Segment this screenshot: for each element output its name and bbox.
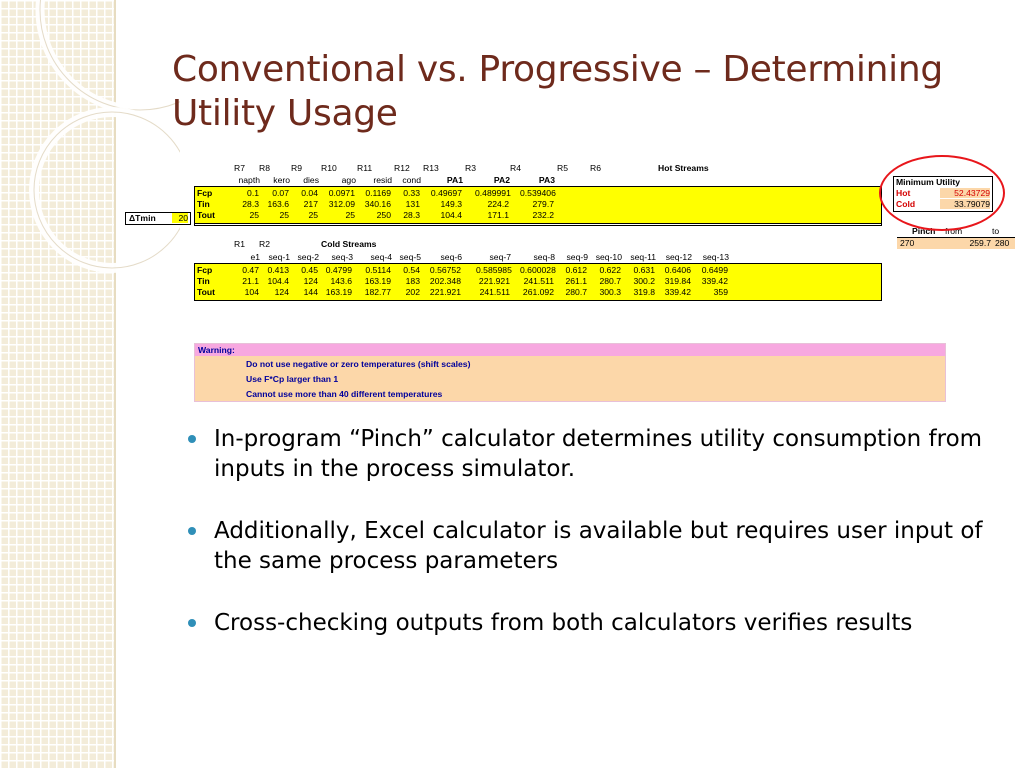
hot-stream-code: R12 [394,163,410,173]
cold-cell[interactable]: 221.921 [429,287,461,297]
cold-stream-name: seq-13 [702,252,729,262]
bullet-dot-icon [188,527,196,535]
hot-stream-name: cond [402,175,421,185]
cold-code-r2: R2 [259,239,270,249]
hot-cell[interactable]: 171.1 [487,210,509,220]
hot-stream-code: R6 [590,163,601,173]
hot-cell[interactable]: 25 [308,210,318,220]
hot-cell[interactable]: 217 [303,199,318,209]
cold-stream-name: seq-4 [370,252,392,262]
hot-cell[interactable]: 0.489991 [475,188,511,198]
cold-cell[interactable]: 163.19 [364,276,391,286]
cold-cell[interactable]: 183 [405,276,420,286]
cold-cell[interactable]: 21.1 [242,276,259,286]
bullet-text: Additionally, Excel calculator is available but requires user input of the same process parameters [214,518,983,574]
hot-stream-code: R13 [423,163,439,173]
hot-cell[interactable]: 0.539406 [520,188,556,198]
hot-cell[interactable]: 0.49697 [430,188,462,198]
hot-cell[interactable]: 0.1 [247,188,259,198]
hot-stream-name: ago [341,175,356,185]
cold-cell[interactable]: 143.6 [330,276,352,286]
title-line-2: Utility Usage [172,93,398,134]
hot-stream-name: napth [238,175,260,185]
cold-row-label: Fcp [197,265,213,275]
cold-cell[interactable]: 0.56752 [429,265,461,275]
cold-cell[interactable]: 0.585985 [476,265,512,275]
hot-cell[interactable]: 131 [405,199,420,209]
hot-stream-name: dies [303,175,319,185]
cold-cell[interactable]: 104 [244,287,259,297]
cold-cell[interactable]: 280.7 [599,276,621,286]
cold-stream-name: seq-12 [665,252,692,262]
warning-title: Warning: [198,345,235,355]
cold-cell[interactable]: 241.511 [479,287,510,297]
hot-cell[interactable]: 279.7 [532,199,554,209]
bullet-item [188,608,1008,638]
hot-cell[interactable]: 163.6 [267,199,289,209]
hot-cell[interactable]: 0.04 [301,188,318,198]
bullet-dot-icon [188,435,196,443]
cold-utility-label: Cold [896,199,916,209]
cold-cell[interactable]: 221.921 [478,276,510,286]
cold-cell[interactable]: 0.54 [403,265,420,275]
cold-stream-name: seq-9 [566,252,588,262]
cold-cell[interactable]: 202.348 [429,276,461,286]
hot-table-bottom-border [194,222,882,226]
hot-cell[interactable]: 250 [376,210,391,220]
cold-utility-value: 33.79079 [940,199,990,209]
cold-cell[interactable]: 0.6406 [664,265,691,275]
hot-stream-code: R11 [357,163,373,173]
cold-cell[interactable]: 124 [303,276,318,286]
hot-row-label: Tin [197,199,210,209]
hot-stream-name: kero [273,175,290,185]
warning-line-2: Use F*Cp larger than 1 [246,374,339,384]
cold-stream-name: seq-10 [595,252,622,262]
cold-stream-name: seq-5 [399,252,421,262]
bullet-item [188,516,1008,576]
cold-cell[interactable]: 319.84 [664,276,691,286]
hot-cell[interactable]: 28.3 [242,199,259,209]
cold-cell[interactable]: 163.19 [325,287,352,297]
cold-cell[interactable]: 300.3 [599,287,621,297]
cold-streams-header: Cold Streams [321,239,377,249]
hot-table-row [195,210,881,220]
cold-cell[interactable]: 339.42 [664,287,691,297]
warning-title-row [195,344,945,356]
pinch-to-label: to [992,226,1000,236]
hot-cell[interactable]: 149.3 [440,199,462,209]
hot-stream-code: R8 [259,163,270,173]
hot-table-row [195,188,881,198]
hot-stream-table [194,186,882,224]
cold-stream-name: seq-3 [331,252,353,262]
warning-box [194,343,946,402]
hot-cell[interactable]: 224.2 [487,199,509,209]
bullet-text: In-program “Pinch” calculator determines utility consumption from inputs in the process simulator. [214,426,983,482]
cold-stream-name: seq-11 [630,252,656,262]
hot-stream-name: resid [373,175,392,185]
hot-cell[interactable]: 25 [249,210,259,220]
hot-streams-header: Hot Streams [658,163,709,173]
cold-cell[interactable]: 359 [713,287,728,297]
hot-cell[interactable]: 0.0971 [328,188,355,198]
cold-cell[interactable]: 0.6499 [701,265,728,275]
hot-utility-label: Hot [896,188,911,198]
hot-stream-code: R10 [321,163,337,173]
hot-utility-value: 52.43729 [940,188,990,198]
cold-table-row [195,276,881,286]
hot-stream-code: R4 [510,163,521,173]
dtmin-value[interactable]: 20 [172,213,188,223]
minimum-utility-title: Minimum Utility [896,177,960,187]
hot-row-label: Fcp [197,188,213,198]
cold-cell[interactable]: 319.8 [633,287,655,297]
cold-cell[interactable]: 202 [405,287,420,297]
dtmin-label: ΔTmin [129,213,156,223]
hot-cell[interactable]: 0.33 [403,188,420,198]
cold-cell[interactable]: 0.600028 [520,265,556,275]
hot-stream-code: R3 [465,163,476,173]
cold-stream-name: e1 [250,252,260,262]
cold-cell[interactable]: 261.1 [565,276,587,286]
cold-stream-name: seq-6 [440,252,462,262]
hot-cell[interactable]: 28.3 [403,210,420,220]
bullet-item [188,424,1008,484]
cold-stream-table [194,263,882,301]
highlight-circle [879,155,1005,231]
cold-cell[interactable]: 0.631 [633,265,655,275]
hot-cell[interactable]: 25 [345,210,355,220]
pinch-value-1: 270 [900,238,915,248]
warning-line-3: Cannot use more than 40 different temperatures [246,389,443,399]
warning-line-1: Do not use negative or zero temperatures (shift scales) [246,359,471,369]
cold-code-r1: R1 [234,239,245,249]
hot-cell[interactable]: 25 [279,210,289,220]
warning-body [195,356,945,401]
cold-cell[interactable]: 0.4799 [325,265,352,275]
cold-row-label: Tin [197,276,210,286]
cold-cell[interactable]: 0.612 [565,265,587,275]
hot-cell[interactable]: 0.1169 [365,188,391,198]
cold-cell[interactable]: 0.5114 [365,265,391,275]
cold-cell[interactable]: 0.622 [599,265,621,275]
cold-stream-name: seq-8 [533,252,555,262]
cold-cell[interactable]: 261.092 [522,287,554,297]
hot-stream-code: R7 [234,163,245,173]
pinch-label: Pinch [912,226,936,236]
cold-cell[interactable]: 124 [274,287,289,297]
cold-cell[interactable]: 0.47 [242,265,259,275]
dtmin-cell [125,212,191,225]
cold-cell[interactable]: 241.511 [523,276,554,286]
hot-cell[interactable]: 0.07 [272,188,289,198]
cold-cell[interactable]: 339.42 [701,276,728,286]
bullet-text: Cross-checking outputs from both calculators verifies results [214,610,913,636]
cold-cell[interactable]: 144 [303,287,318,297]
pinch-values-row [897,237,1015,249]
hot-stream-name: PA2 [493,175,510,185]
bullet-dot-icon [188,619,196,627]
cold-table-row [195,287,881,297]
cold-table-row [195,265,881,275]
bullet-list [188,424,1008,670]
cold-cell[interactable]: 300.2 [633,276,655,286]
hot-cell[interactable]: 232.2 [532,210,554,220]
hot-stream-code: R9 [291,163,302,173]
cold-cell[interactable]: 0.413 [267,265,289,275]
hot-stream-name: PA3 [538,175,555,185]
cold-cell[interactable]: 0.45 [301,265,318,275]
title-line-1: Conventional vs. Progressive – Determining [172,49,943,90]
cold-stream-name: seq-1 [268,252,290,262]
hot-stream-name: PA1 [446,175,463,185]
hot-stream-code: R5 [557,163,568,173]
cold-cell[interactable]: 104.4 [267,276,289,286]
hot-cell[interactable]: 340.16 [364,199,391,209]
hot-cell[interactable]: 312.09 [328,199,355,209]
pinch-value-3: 280 [995,238,1010,248]
cold-stream-name: seq-7 [489,252,511,262]
pinch-from-label: from [945,226,963,236]
cold-row-label: Tout [197,287,215,297]
hot-cell[interactable]: 104.4 [440,210,462,220]
cold-cell[interactable]: 280.7 [565,287,587,297]
hot-row-label: Tout [197,210,215,220]
pinch-value-2: 259.7 [969,238,991,248]
cold-cell[interactable]: 182.77 [364,287,391,297]
cold-stream-name: seq-2 [297,252,319,262]
hot-table-row [195,199,881,209]
